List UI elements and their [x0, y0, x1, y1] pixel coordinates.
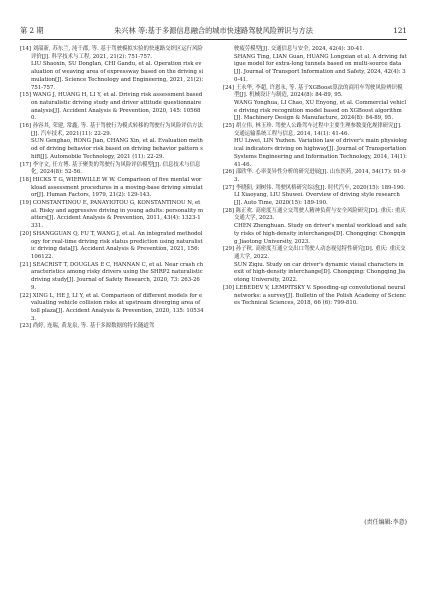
- reference-entry: [25] 胡立伟, 林玉珍. 驾驶人公路驾车过程中主要生理参数变化规律研究[J]. 交通运输系统工程与信息, 2014, 14(1): 41-46.: [223, 123, 402, 137]
- reference-entry: [14] 刘韶新, 苏东兰, 沌千郡, 等. 基于驾驶模拟实验的快速路交织区运行风险评价[J]. 科学技术与工程, 2021, 21(2): 751-757.: [20, 46, 203, 60]
- running-header: [20, 24, 407, 38]
- reference-entry: [19] CONSTANTINOU E, PANAYIOTOU G, KONSTANTINOU N, et al. Risky and aggressive driving in young adults: personality matters[J]. Accident Analysis & Prevention, 2011, 43(4): 1323-1331.: [20, 200, 204, 230]
- reference-entry: [29] 孙子秋. 高密度互通立交出口驾驶人动态视觉特性研究[D]. 重庆: 重庆交通大学, 2022.: [223, 246, 406, 260]
- reference-entry: [23] 尚婷, 连瑞, 黄龙泉, 等. 基于多源数据的特长隧道驾: [20, 323, 155, 330]
- references-right-column: [223, 46, 407, 308]
- reference-translation: SUN Ziqiu. Study on car driver's dynamic visual characters in exit of high-density interchange[D]. Chongqing: Chongqing Jiaotong University, 2022.: [234, 261, 406, 284]
- reference-translation: SHANG Ting, LIAN Guan, HUANG Longxian et al. A driving fatigue model for extra-long tunnels based on multi-source data[J]. Journal of Transport Information and Safety, 2024, 42(4): 30-41.: [234, 53, 407, 83]
- reference-entry: [24] 王永华, 李超, 许恩永, 等. 基于XGBoost算法的商用车驾驶风险辨识模型[J]. 机械设计与制造, 2024(8): 84-89, 95.: [223, 84, 403, 99]
- editor-note: (责任编辑:李意): [364, 519, 407, 526]
- reference-translation: LI Xiaoyang, LIU Shuwei. Overview of driving style research[J]. Auto Time, 2020(15): 189-190.: [234, 192, 400, 207]
- issue-number: 第 2 期: [20, 26, 44, 35]
- reference-translation: HU Liwei, LIN Yuzhen. Variation law of driver's main physiological indicators driving on highway[J]. Journal of Transportation Systems Engineering and Information Technology, 2014, 14(1): 41-46.: [234, 138, 407, 168]
- reference-entry: [21] SEACRIST T, DOUGLAS E C, HANNAN C, et al. Near crash characteristics among risky drivers using the SHRP2 naturalistic driving study[J]. Journal of Safety Research, 2020, 73: 263-269.: [20, 261, 204, 291]
- header-rule: [20, 39, 407, 40]
- reference-entry: [18] HICKS T G, WIERWILLE W W. Comparison of five mental workload assessment procedures in a moving-base driving simulator[J]. Human Factors, 1979, 21(2): 129-143.: [20, 176, 203, 199]
- reference-entry: [15] WANG J, HUANG H, LI Y, et al. Driving risk assessment based on naturalistic driving study and driver attitude questionnaire analysis[J]. Accident Analysis & Prevention, 2020, 145: 105680.: [20, 92, 203, 122]
- reference-entry: [16] 孙容其, 荣建, 常鑫, 等. 基于驾驶行为模式转移的驾驶行为风险评估方法[J]. 汽车技术, 2021(11): 22-29.: [20, 123, 203, 137]
- reference-entry: [28] 陈正欢. 高密度互通立交驾驶人精神负荷与安全风险研究[D]. 重庆: 重庆交通大学, 2023.: [223, 207, 406, 222]
- reference-entry: [27] 李晓阳, 刘树伟. 驾驶风格研究综述[J]. 时代汽车, 2020(15): 189-190.: [223, 184, 406, 191]
- reference-entry: [20] SHANGGUAN Q, FU T, WANG J, et al. An integrated methodology for real-time driving risk status prediction using naturalistic driving data[J]. Accident Analysis & Prevention, 2021, 156: 106122.: [20, 230, 203, 260]
- reference-translation: SUN Genghao, RONG Jian, CHANG Xin, et al. Evaluation method of driving behavior risk based on driving behavior pattern shift[J]. Automobile Technology, 2021 (11): 22-29.: [31, 138, 203, 160]
- reference-translation: CHEN Zhenghuan. Study on driver's mental workload and safety risks of high-density interchanges[D]. Chongqing: Chongqing Jiaotong University, 2023.: [234, 223, 407, 245]
- reference-entry: [17] 李守文, 任方博. 基于聚类的驾驶行为风险评估模型[J]. 信息技术与信息化, 2024(8): 52-56.: [20, 161, 201, 176]
- references-left-column: [20, 46, 204, 331]
- reference-translation: WANG Yonghua, LI Chao, XU Enyong, et al. Commercial vehicle driving risk recognition model based on XGBoost algorithm[J]. Machinery Design & Manufacture, 2024(8): 84-89, 95.: [234, 99, 407, 122]
- page-number: 121: [393, 26, 407, 35]
- reference-entry: [22] XING L, HE J, LI Y, et al. Comparison of different models for evaluating vehicle collision risks at upstream diverging area of toll plaza[J]. Accident Analysis & Prevention, 2020, 135: 105343.: [20, 292, 204, 322]
- reference-entry: [30] LEBEDEV V, LEMPITSKY V. Speeding-up convolutional neural networks: a survey[J]. Bulletin of the Polish Academy of Sciences Technical Sciences, 2018, 66 (6): 799-810.: [223, 284, 407, 307]
- reference-translation: LIU Shaoxin, SU Donglan, CHI Gandu, et al. Operation risk evaluation of weaving area of expressway based on the driving simulation[J]. Science Technology and Engineering, 2021, 21(2): 751-757.: [31, 61, 204, 91]
- running-title: 朱兴林 等:基于多源信息融合的城市快速路驾驶风险辨识与方法: [114, 26, 313, 35]
- reference-entry: [26] 邵欣华. 心率变异性分析的研究进展[J]. 山东医药, 2014, 54(17): 91-93.: [223, 169, 406, 183]
- reference-continuation: 驶疲劳模型[J]. 交通信息与安全, 2024, 42(4): 30-41.: [234, 46, 365, 52]
